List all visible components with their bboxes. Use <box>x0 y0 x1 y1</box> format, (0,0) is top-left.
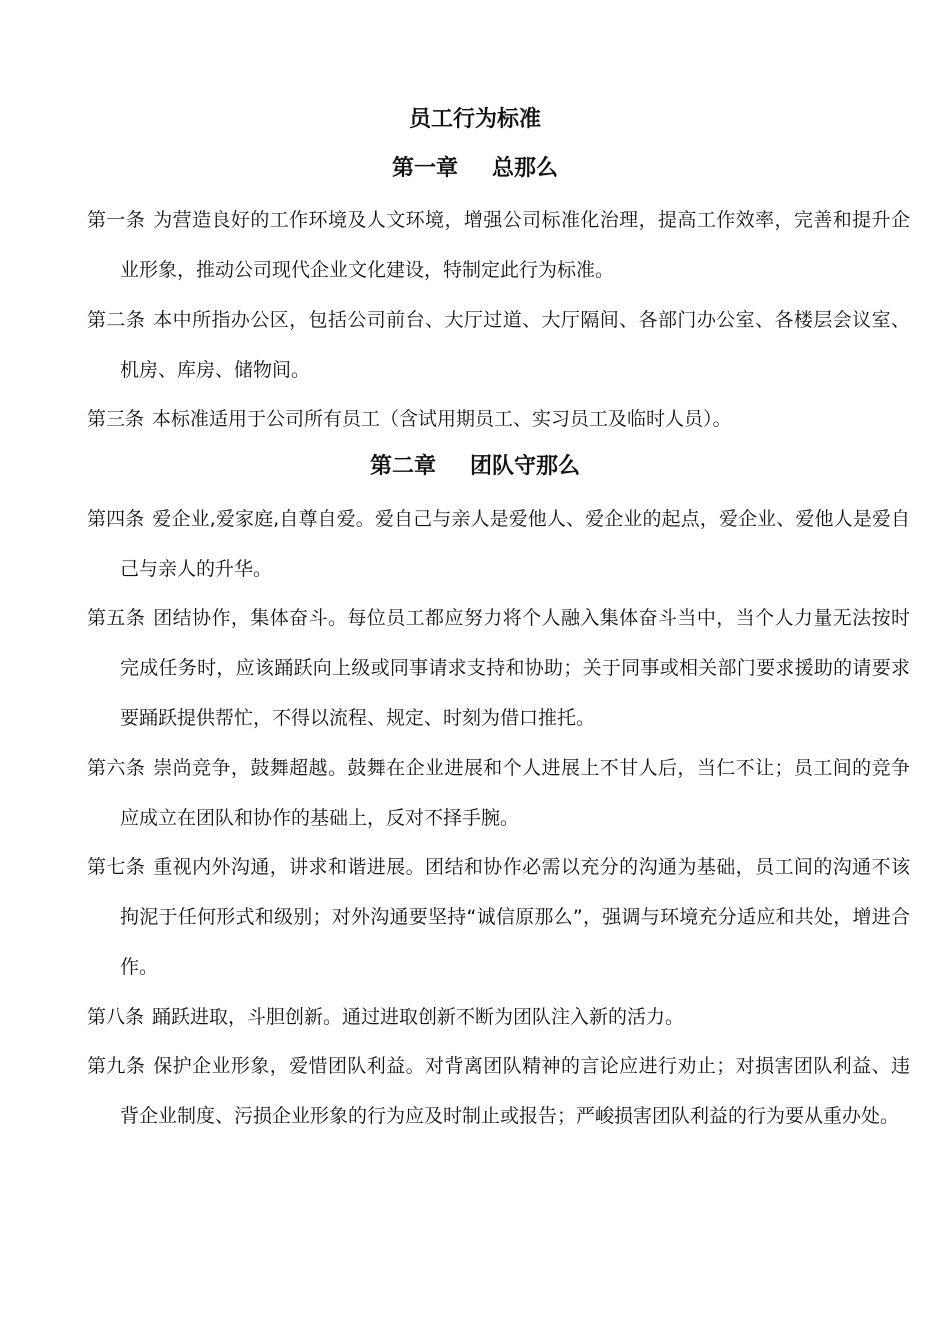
article-number: 第七条 <box>87 856 146 878</box>
article-text: 保护企业形象，爱惜团队利益。对背离团队精神的言论应进行劝止；对损害团队利益、违背企业制度、污损企业形象的行为应及时制止或报告；严峻损害团队利益的行为要从重办处。 <box>120 1055 910 1127</box>
chapter-name: 总那么 <box>492 156 559 181</box>
chapter-name: 团队守那么 <box>470 454 581 479</box>
article-number: 第四条 <box>87 508 145 530</box>
article-8 <box>87 992 910 1042</box>
chapter-number: 第二章 <box>369 454 436 479</box>
chapter-heading-1 <box>0 153 950 185</box>
article-9 <box>87 1041 910 1141</box>
article-text: 本标准适用于公司所有员工（含试用期员工、实习员工及临时人员）。 <box>152 408 732 430</box>
chapter-heading-2 <box>0 451 950 483</box>
article-text: 本中所指办公区，包括公司前台、大厅过道、大厅隔间、各部门办公室、各楼层会议室、机房、库房、储物间。 <box>120 309 910 381</box>
article-text: 重视内外沟通，讲求和谐进展。团结和协作必需以充分的沟通为基础，员工间的沟通不该拘泥于任何形式和级别；对外沟通要坚持“诚信原那么”，强调与环境充分适应和共处，增进合作。 <box>120 856 910 978</box>
article-5 <box>87 593 910 743</box>
article-2 <box>87 295 910 395</box>
article-number: 第五条 <box>87 607 146 629</box>
article-3 <box>87 394 910 444</box>
article-1 <box>87 195 910 295</box>
article-text: 崇尚竞争，鼓舞超越。鼓舞在企业进展和个人进展上不甘人后，当仁不让；员工间的竞争应成立在团队和协作的基础上，反对不择手腕。 <box>120 757 910 829</box>
article-number: 第六条 <box>87 757 146 779</box>
article-number: 第八条 <box>87 1006 145 1028</box>
article-number: 第二条 <box>87 309 146 331</box>
document-title: 员工行为标准 <box>408 107 541 132</box>
article-7 <box>87 842 910 992</box>
article-text: 团结协作，集体奋斗。每位员工都应努力将个人融入集体奋斗当中，当个人力量无法按时完成任务时，应该踊跃向上级或同事请求支持和协助；关于同事或相关部门要求援助的请要求要踊跃提供帮忙，不得以流程、规定、时刻为借口推托。 <box>120 607 910 729</box>
article-number: 第一条 <box>87 209 146 231</box>
chapter-number: 第一章 <box>391 156 458 181</box>
article-number: 第九条 <box>87 1055 146 1077</box>
article-text: 爱企业,爱家庭,自尊自爱。爱自己与亲人是爱他人、爱企业的起点，爱企业、爱他人是爱自己与亲人的升华。 <box>120 508 910 580</box>
article-4 <box>87 494 910 594</box>
article-number: 第三条 <box>87 408 145 430</box>
article-text: 为营造良好的工作环境及人文环境，增强公司标准化治理，提高工作效率，完善和提升企业形象，推动公司现代企业文化建设，特制定此行为标准。 <box>120 209 910 281</box>
article-text: 踊跃进取，斗胆创新。通过进取创新不断为团队注入新的活力。 <box>152 1006 685 1028</box>
article-6 <box>87 743 910 843</box>
